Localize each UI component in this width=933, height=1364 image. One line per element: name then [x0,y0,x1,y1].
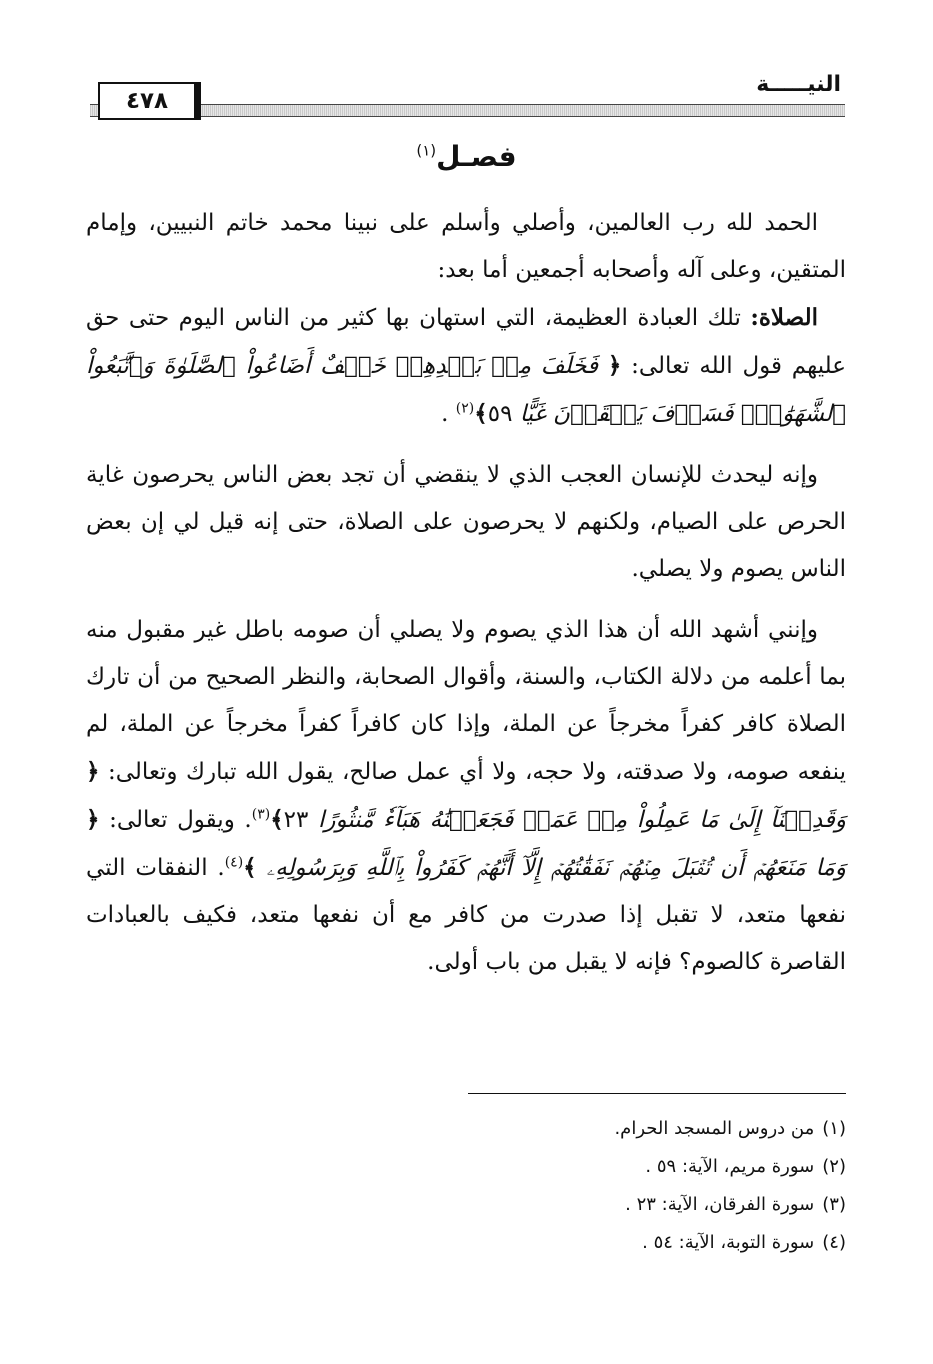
quran-brace-close: ﴾ [270,806,284,833]
quran-brace-close: ﴾ [474,400,488,427]
body-text [86,200,846,986]
ayah-number-mark: ٢٣ [283,807,309,833]
footnote-text: سورة التوبة، الآية: ٥٤ . [642,1232,815,1253]
paragraph-wonder: وإنه ليحدث للإنسان العجب الذي لا ينقضي أن تجد بعض الناس يحرصون غاية الحرص على الصيام، ولكنهم لا يحرصون على الصلاة، حتى إنه قيل لي إن بعض الناس يصوم ولا يصلي. [86,462,846,582]
running-head: النيـــــة [756,72,841,97]
section-title-text: فصـل [436,140,517,173]
footnote-text: سورة مريم، الآية: ٥٩ . [645,1156,815,1177]
footnote-number: (٣) [822,1194,846,1215]
quran-brace-open: ﴿ [607,352,622,379]
footnote-item [86,1186,846,1224]
quran-verse: وَقَدِمۡنَآ إِلَىٰ مَا عَمِلُواْ مِنۡ عَمَلٖ فَجَعَلۡنَٰهُ هَبَآءٗ مَّنثُورًا [308,807,846,833]
footnote-ref: (٢) [455,400,475,417]
paragraph-text-end: . النفقات التي نفعها متعد، لا تقبل إذا صدرت من كافر مع أن نفعها متعد، فكيف بالعبادات القاصرة كالصوم؟ فإنه لا يقبل من باب أولى. [86,855,846,975]
footnote-separator [468,1093,846,1094]
page-number: ٤٧٨ [98,82,196,120]
quran-verse: فَخَلَفَ مِنۢ بَعۡدِهِمۡ خَلۡفٌ أَضَاعُواْ ٱلصَّلَوٰةَ وَٱتَّبَعُواْ ٱلشَّهَوَٰتِۖ فَسَوۡفَ يَلۡقَوۡنَ غَيًّا [86,353,846,427]
paragraph-testimony [86,607,846,986]
quran-brace-open: ﴿ [86,806,100,833]
page-header [90,70,845,122]
footnote-number: (٢) [822,1156,846,1177]
section-title-footnote-ref: (١) [416,141,437,160]
footnote-ref: (٤) [224,854,244,871]
footnote-item [86,1110,846,1148]
paragraph-prayer [86,294,846,438]
footnote-number: (١) [822,1118,846,1139]
footnote-item [86,1224,846,1262]
footnote-item [86,1148,846,1186]
footnote-number: (٤) [822,1232,846,1253]
paragraph-text: . ويقول تعالى: [99,807,252,833]
quran-verse: وَمَا مَنَعَهُمۡ أَن تُقۡبَلَ مِنۡهُمۡ نَفَقَٰتُهُمۡ إِلَّآ أَنَّهُمۡ كَفَرُواْ بِٱللَّهِ وَبِرَسُولِهِۦ [256,855,846,881]
footnote-ref: (٣) [251,806,271,823]
section-title [0,140,933,173]
quran-brace-open: ﴿ [86,758,100,785]
quran-brace-close: ﴾ [243,854,257,881]
ayah-number-mark: ٥٩ [487,401,513,427]
paragraph-text: تلك العبادة العظيمة، التي استهان بها كثير من الناس اليوم حتى حق عليهم قول الله تعالى: [86,305,846,379]
paragraph-intro: الحمد لله رب العالمين، وأصلي وأسلم على نبينا محمد خاتم النبيين، وإمام المتقين، وعلى آله وأصحابه أجمعين أما بعد: [86,210,846,283]
header-rule [90,104,845,117]
lead-word: الصلاة: [750,304,818,331]
footnote-text: من دروس المسجد الحرام. [614,1118,815,1139]
paragraph-text-end: . [441,401,456,427]
footnote-text: سورة الفرقان، الآية: ٢٣ . [625,1194,815,1215]
paragraph-text: وإنني أشهد الله أن هذا الذي يصوم ولا يصلي أن صومه باطل غير مقبول منه بما أعلمه من دلالة الكتاب، والسنة، وأقوال الصحابة، والنظر الصحيح من أن تارك الصلاة كافر كفراً مخرجاً عن الملة، وإذا كان كافراً كفراً مخرجاً عن الملة، لم ينفعه صومه، ولا صدقته، ولا حجه، ولا أي عمل صالح، يقول الله تبارك وتعالى: [86,617,846,785]
footnotes-list [86,1110,846,1262]
